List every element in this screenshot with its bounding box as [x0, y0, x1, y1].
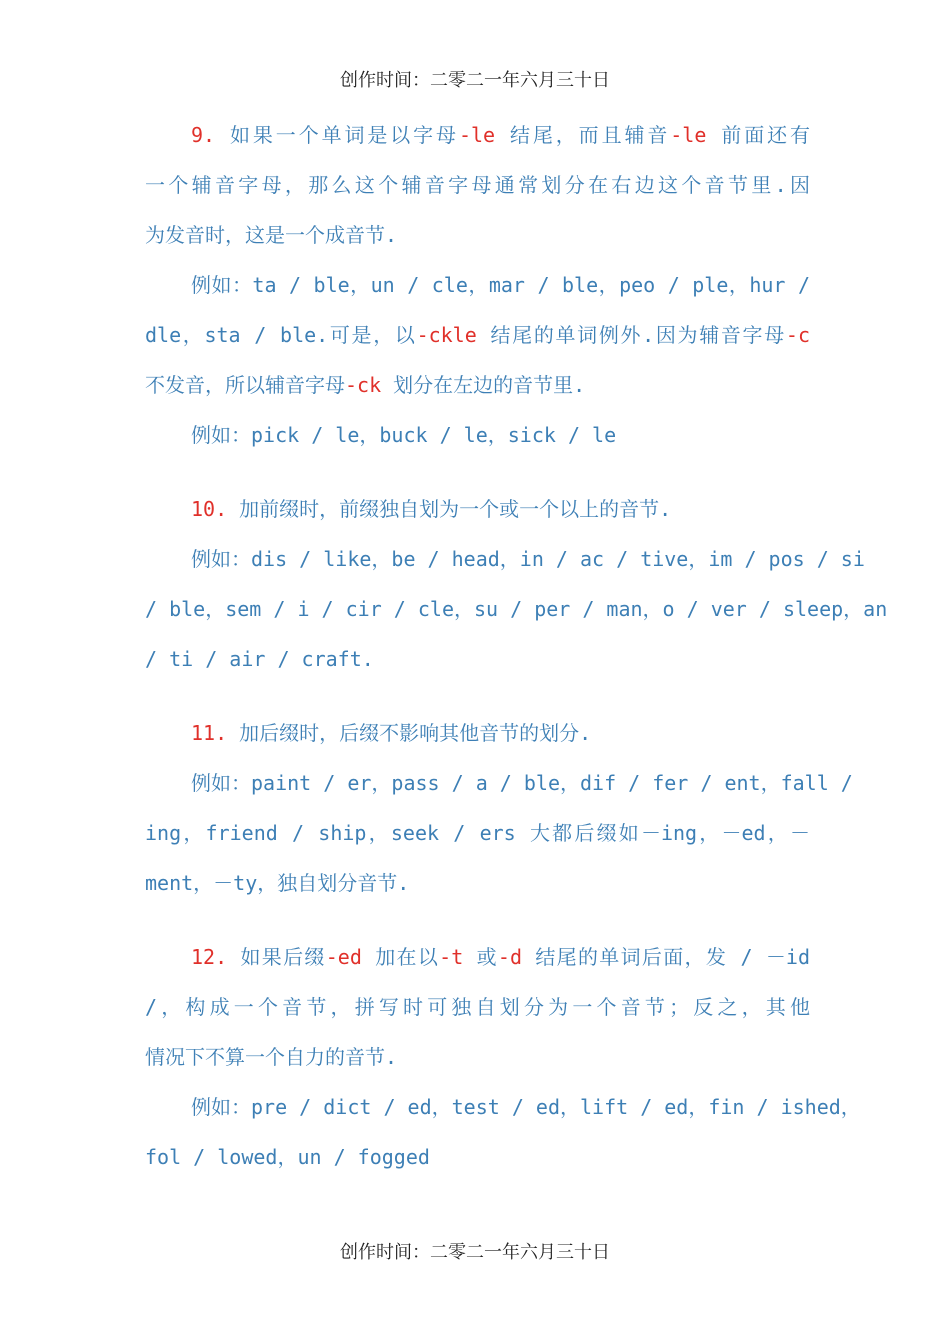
rule-12-example-line-1: 例如：pre / dict / ed，test / ed，lift / ed，fin / ished， [191, 1095, 861, 1119]
highlight-suffix: -d [497, 945, 523, 969]
rule-12-example-line-2: fol / lowed，un / fogged [145, 1145, 430, 1169]
rule-9-line-2: 一个辅音字母，那么这个辅音字母通常划分在右边这个音节里.因 [145, 173, 810, 197]
rule-number: 9. [191, 123, 216, 147]
rule-11-example-line-3: ment，－ty，独自划分音节. [145, 871, 410, 895]
rule-10-example-line-2: / ble，sem / i / cir / cle，su / per / man，o / ver / sleep，an [145, 597, 888, 621]
rule-12-line-2: /，构成一个音节，拼写时可独自划分为一个音节；反之，其他 [145, 995, 810, 1019]
rule-12-line-1: 12. 如果后缀-ed 加在以-t 或-d 结尾的单词后面，发 / －id [191, 945, 811, 969]
rule-number: 10. [191, 497, 228, 521]
rule-9-example-line-2: dle，sta / ble.可是，以-ckle 结尾的单词例外.因为辅音字母-c [145, 323, 810, 347]
rule-10-example-line-3: / ti / air / craft. [145, 647, 374, 671]
rule-9-example-line-4: 例如：pick / le，buck / le，sick / le [191, 423, 617, 447]
rule-11-example-line-2: ing，friend / ship，seek / ers 大都后缀如－ing，－ed，－ [145, 821, 810, 845]
rule-12-line-3: 情况下不算一个自力的音节. [145, 1045, 398, 1069]
rule-9-line-3: 为发音时，这是一个成音节. [145, 223, 398, 247]
rule-number: 11. [191, 721, 228, 745]
highlight-suffix: -t [439, 945, 464, 969]
highlight-suffix: -c [785, 323, 810, 347]
rule-9-example-line-3: 不发音，所以辅音字母-ck 划分在左边的音节里. [145, 373, 586, 397]
rule-number: 12. [191, 945, 228, 969]
highlight-suffix: -ckle [416, 323, 477, 347]
highlight-suffix: -le [458, 123, 496, 147]
rule-10-line-1: 10. 加前缀时，前缀独自划为一个或一个以上的音节. [191, 497, 672, 521]
rule-11-line-1: 11. 加后缀时，后缀不影响其他音节的划分. [191, 721, 592, 745]
rule-9-example-line-1: 例如：ta / ble，un / cle，mar / ble，peo / ple，hur / [191, 273, 810, 297]
highlight-suffix: -le [670, 123, 707, 147]
rule-11-example-line-1: 例如：paint / er，pass / a / ble，dif / fer / ent，fall / [191, 771, 853, 795]
page-header: 创作时间：二零二一年六月三十日 [340, 70, 610, 91]
rule-9-line-1: 9. 如果一个单词是以字母-le 结尾，而且辅音-le 前面还有 [191, 123, 810, 147]
highlight-suffix: -ed [325, 945, 362, 969]
highlight-suffix: -ck [345, 373, 382, 397]
rule-10-example-line-1: 例如：dis / like，be / head，in / ac / tive，im / pos / si [191, 547, 865, 571]
page-footer: 创作时间：二零二一年六月三十日 [340, 1242, 610, 1263]
